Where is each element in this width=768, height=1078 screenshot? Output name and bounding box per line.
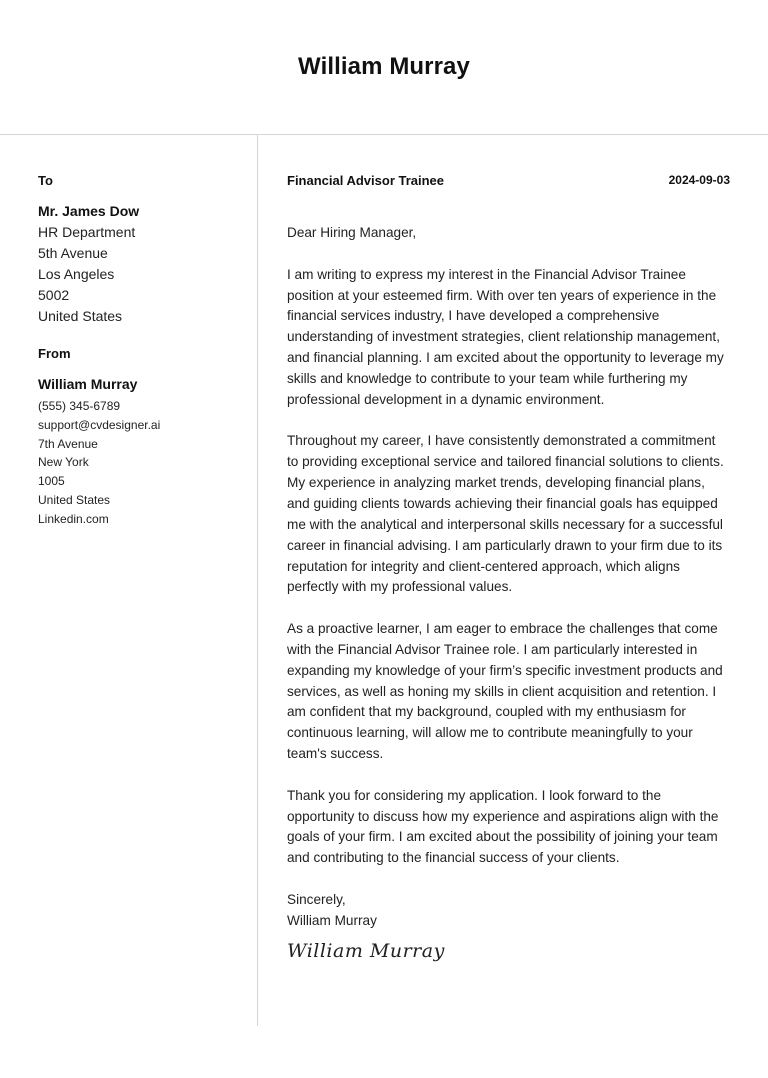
- recipient-street: 5th Avenue: [38, 245, 108, 261]
- body-paragraph-2: Throughout my career, I have consistently demonstrated a commitment to providing exceptional service and tailored financial solutions to clients. My experience in analyzing market trends, developing financial plans, and guiding clients towards achieving their financial goals has equipped me with the analytical and interpersonal skills necessary for a successful career in financial advising. I am particularly drawn to your firm due to its reputation for integrity and client-centered approach, which aligns perfectly with my professional values.: [287, 433, 724, 595]
- letter-date: 2024-09-03: [668, 173, 730, 187]
- recipient-postal-code: 5002: [38, 287, 70, 303]
- sender-postal-code: 1005: [38, 474, 65, 489]
- recipient-block: [38, 201, 139, 327]
- column-divider: [257, 135, 258, 1026]
- sender-linkedin: Linkedin.com: [38, 511, 109, 526]
- body-paragraph-1: I am writing to express my interest in the Financial Advisor Trainee position at your esteemed firm. With over ten years of experience in the financial services industry, I have developed a comprehensive understanding of investment strategies, client relationship management, and financial planning. I am excited about the opportunity to leverage my skills and knowledge to contribute to your team while furthering my professional development in a dynamic environment.: [287, 266, 724, 407]
- closing: Sincerely,: [287, 892, 346, 907]
- closing-name: William Murray: [287, 912, 377, 928]
- sender-name: William Murray: [38, 376, 138, 392]
- salutation: Dear Hiring Manager,: [287, 225, 417, 240]
- sender-block: [38, 374, 160, 529]
- recipient-city: Los Angeles: [38, 266, 115, 282]
- sender-email: support@cvdesigner.ai: [38, 417, 161, 432]
- handwritten-signature: William Murray: [287, 940, 445, 962]
- body-paragraph-3: As a proactive learner, I am eager to embrace the challenges that come with the Financial Advisor Trainee role. I am particularly interested in expanding my knowledge of your firm’s specific investment products and services, as well as honing my skills in client acquisition and retention. I am confident that my background, coupled with my enthusiasm for continuous learning, will allow me to contribute meaningfully to your team's success.: [287, 621, 723, 762]
- sender-country: United States: [38, 492, 111, 507]
- header-name: William Murray: [298, 53, 470, 80]
- job-title: Financial Advisor Trainee: [287, 173, 445, 188]
- sender-street: 7th Avenue: [38, 436, 98, 451]
- letter-body: [287, 223, 730, 932]
- body-paragraph-4: Thank you for considering my application. I look forward to the opportunity to discuss how my experience and aspirations align with the goals of your firm. I am excited about the possibility of joining your team and contributing to the financial success of your clients.: [287, 787, 719, 866]
- sender-phone: (555) 345-6789: [38, 399, 121, 413]
- from-section-title: From: [38, 346, 71, 361]
- recipient-country: United States: [38, 308, 123, 324]
- recipient-department: HR Department: [38, 224, 136, 240]
- sender-city: New York: [38, 455, 89, 470]
- to-section-title: To: [38, 173, 53, 188]
- recipient-name: Mr. James Dow: [38, 203, 140, 219]
- letter-header: [0, 0, 768, 135]
